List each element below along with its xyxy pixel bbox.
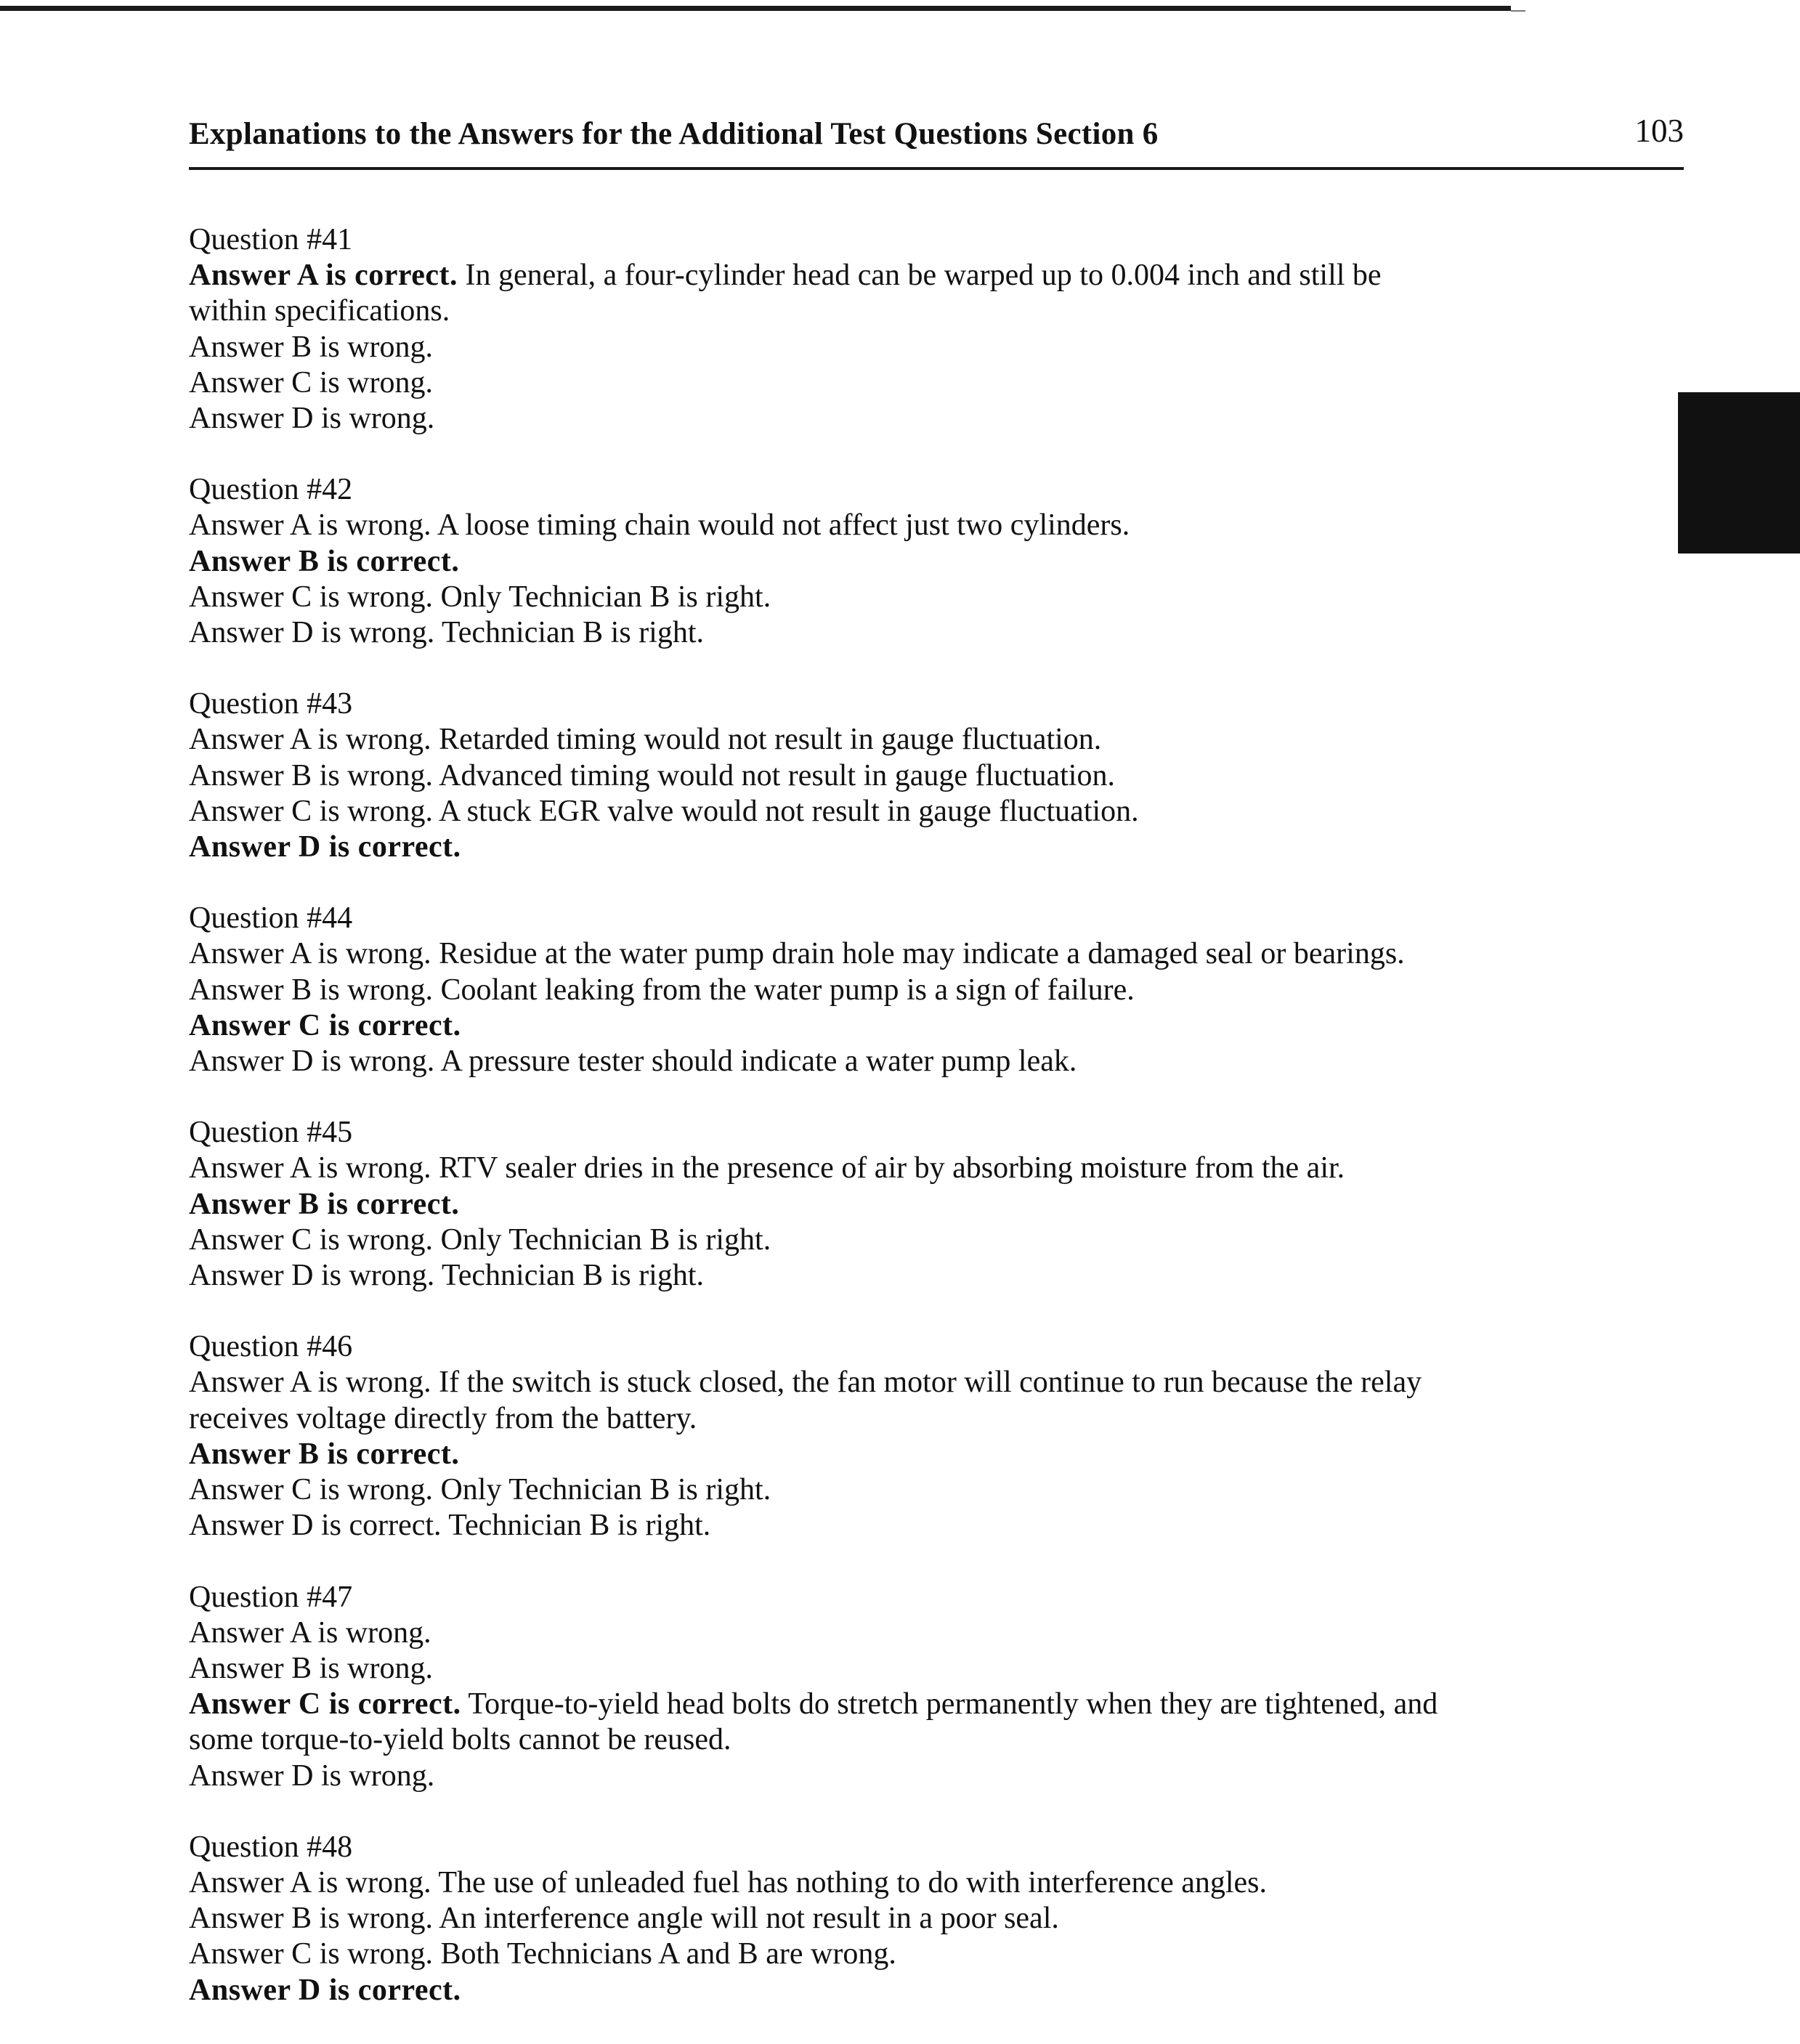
answer-explanations xyxy=(189,222,1685,2044)
answer-line xyxy=(189,1151,1685,1186)
answer-line xyxy=(189,1865,1685,1901)
answer-line xyxy=(189,1973,1685,2008)
answer-text: Answer B is wrong. xyxy=(189,330,433,364)
answer-line xyxy=(189,615,1685,651)
answer-line xyxy=(189,1759,1685,1794)
question-block xyxy=(189,1580,1685,1794)
answer-line xyxy=(189,1936,1685,1972)
question-block xyxy=(189,472,1685,651)
answer-line xyxy=(189,830,1685,865)
answer-line xyxy=(189,758,1685,794)
answer-text: some torque-to-yield bolts cannot be reused. xyxy=(189,1723,731,1757)
top-rule-tail xyxy=(1511,10,1525,12)
answer-line xyxy=(189,1437,1685,1472)
answer-text: within specifications. xyxy=(189,294,450,328)
correct-answer-label: Answer A is correct. xyxy=(189,259,458,293)
answer-line xyxy=(189,1508,1685,1544)
answer-text: Answer C is wrong. Only Technician B is right. xyxy=(189,1222,771,1257)
question-number: Question #44 xyxy=(189,901,353,936)
answer-line xyxy=(189,330,1685,365)
answer-text: Torque-to-yield head bolts do stretch permanently when they are tightened, and xyxy=(461,1687,1438,1721)
correct-answer-label: Answer D is correct. xyxy=(189,830,461,864)
section-thumb-tab xyxy=(1678,392,1800,553)
answer-line xyxy=(189,1472,1685,1508)
answer-line xyxy=(189,936,1685,972)
answer-line xyxy=(189,1615,1685,1651)
top-rule xyxy=(0,6,1511,11)
answer-line xyxy=(189,544,1685,580)
answer-text: receives voltage directly from the battery. xyxy=(189,1401,697,1435)
running-header xyxy=(189,109,1684,170)
correct-answer-label: Answer B is correct. xyxy=(189,1437,460,1471)
answer-line xyxy=(189,258,1685,293)
answer-line xyxy=(189,1722,1685,1758)
question-number: Question #47 xyxy=(189,1580,353,1614)
answer-text: Answer D is wrong. Technician B is right. xyxy=(189,1259,705,1293)
answer-text: In general, a four-cylinder head can be warped up to 0.004 inch and still be xyxy=(458,259,1382,293)
answer-line xyxy=(189,1401,1685,1437)
answer-text: Answer D is wrong. A pressure tester should indicate a water pump leak. xyxy=(189,1045,1077,1079)
answer-line xyxy=(189,1044,1685,1079)
correct-answer-label: Answer C is correct. xyxy=(189,1687,461,1721)
correct-answer-label: Answer B is correct. xyxy=(189,544,460,578)
answer-line xyxy=(189,293,1685,329)
answer-text: Answer A is wrong. RTV sealer dries in the presence of air by absorbing moisture from the air. xyxy=(189,1151,1345,1185)
answer-text: Answer A is wrong. If the switch is stuck closed, the fan motor will continue to run because the relay xyxy=(189,1366,1422,1400)
answer-line xyxy=(189,1901,1685,1936)
answer-text: Answer A is wrong. Retarded timing would not result in gauge fluctuation. xyxy=(189,723,1102,757)
question-number: Question #43 xyxy=(189,687,353,721)
answer-line xyxy=(189,1258,1685,1294)
answer-text: Answer D is wrong. xyxy=(189,402,435,436)
question-block xyxy=(189,901,1685,1079)
correct-answer-label: Answer B is correct. xyxy=(189,1187,460,1221)
answer-text: Answer B is wrong. xyxy=(189,1651,433,1685)
answer-line xyxy=(189,401,1685,437)
answer-text: Answer A is wrong. xyxy=(189,1615,431,1650)
answer-line xyxy=(189,1187,1685,1222)
answer-line xyxy=(189,1008,1685,1044)
page-number: 103 xyxy=(1634,113,1684,149)
answer-line xyxy=(189,1365,1685,1400)
answer-text: Answer C is wrong. Both Technicians A and B are wrong. xyxy=(189,1937,896,1971)
answer-text: Answer B is wrong. Coolant leaking from the water pump is a sign of failure. xyxy=(189,973,1135,1007)
question-number: Question #48 xyxy=(189,1830,353,1864)
question-number: Question #45 xyxy=(189,1116,353,1150)
answer-line xyxy=(189,365,1685,401)
answer-text: Answer C is wrong. A stuck EGR valve would not result in gauge fluctuation. xyxy=(189,794,1139,828)
answer-text: Answer C is wrong. Only Technician B is right. xyxy=(189,580,771,614)
answer-line xyxy=(189,794,1685,830)
question-block xyxy=(189,1329,1685,1544)
answer-text: Answer D is wrong. Technician B is right. xyxy=(189,616,705,650)
question-number: Question #46 xyxy=(189,1330,353,1364)
question-number: Question #41 xyxy=(189,223,353,256)
header-title: Explanations to the Answers for the Additional Test Questions Section 6 xyxy=(189,117,1159,151)
answer-line xyxy=(189,1651,1685,1687)
question-number: Question #42 xyxy=(189,473,353,507)
question-block xyxy=(189,1830,1685,2008)
answer-line xyxy=(189,580,1685,615)
answer-line xyxy=(189,973,1685,1008)
answer-text: Answer C is wrong. xyxy=(189,365,433,400)
answer-text: Answer B is wrong. An interference angle will not result in a poor seal. xyxy=(189,1902,1059,1936)
answer-line xyxy=(189,722,1685,758)
correct-answer-label: Answer C is correct. xyxy=(189,1008,461,1042)
answer-text: Answer C is wrong. Only Technician B is right. xyxy=(189,1473,771,1507)
answer-text: Answer A is wrong. A loose timing chain would not affect just two cylinders. xyxy=(189,508,1130,543)
correct-answer-label: Answer D is correct. xyxy=(189,1973,461,2007)
question-block xyxy=(189,222,1685,437)
question-block xyxy=(189,686,1685,865)
answer-text: Answer A is wrong. The use of unleaded fuel has nothing to do with interference angles. xyxy=(189,1865,1268,1899)
answer-line xyxy=(189,508,1685,543)
question-block xyxy=(189,1115,1685,1294)
answer-line xyxy=(189,1222,1685,1258)
answer-line xyxy=(189,1687,1685,1722)
answer-text: Answer D is wrong. xyxy=(189,1759,435,1793)
answer-text: Answer B is wrong. Advanced timing would not result in gauge fluctuation. xyxy=(189,758,1115,792)
answer-text: Answer A is wrong. Residue at the water pump drain hole may indicate a damaged seal or bearings. xyxy=(189,937,1405,971)
answer-text: Answer D is correct. Technician B is right. xyxy=(189,1509,711,1543)
